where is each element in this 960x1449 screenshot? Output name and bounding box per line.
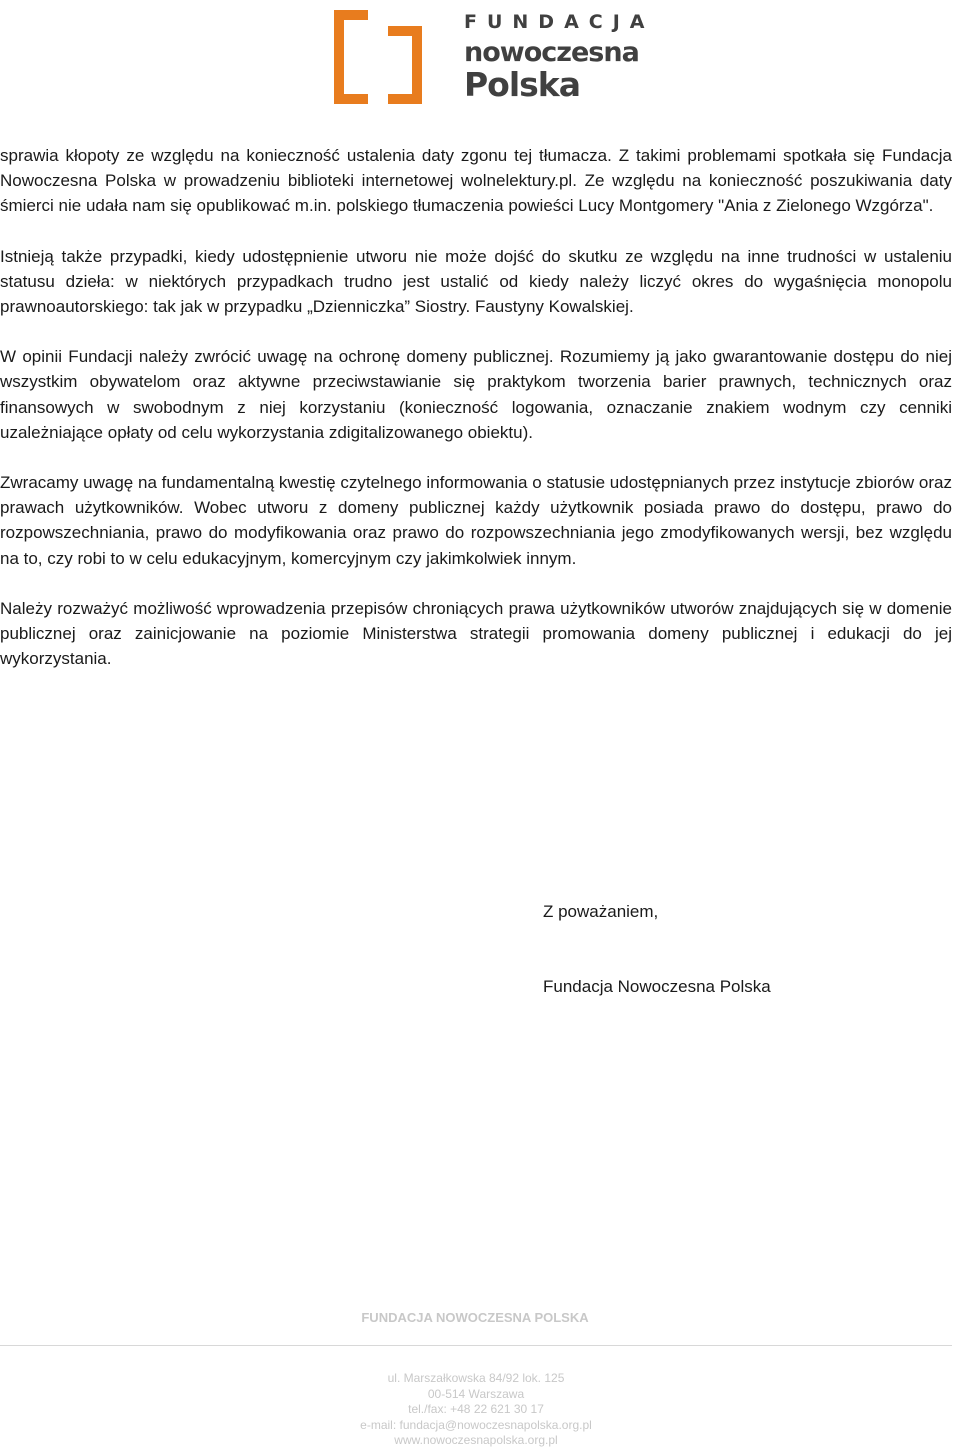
body-paragraph: Zwracamy uwagę na fundamentalną kwestię czytelnego informowania o statusie udostępnianych przez instytucje zbiorów oraz prawach użytkowników. Wobec utworu z domeny publicznej każdy użytkownik posiada prawo do dostępu, prawo do rozpowszechniania, prawo do modyfikowania oraz prawo do rozpowszechniania jego zmodyfikowanych wersji, bez względu na to, czy robi to w celu edukacyjnym, komercyjnym czy jakimkolwiek innym.	[0, 473, 952, 568]
footer-website: www.nowoczesnapolska.org.pl	[394, 1433, 558, 1447]
letter-footer	[0, 1305, 952, 1449]
letter-closing	[543, 899, 771, 999]
footer-divider	[0, 1345, 952, 1346]
footer-email: e-mail: fundacja@nowoczesnapolska.org.pl	[360, 1417, 592, 1432]
logo-bracket-icon	[330, 6, 430, 108]
logo-wordmark	[464, 10, 655, 104]
closing-signature: Fundacja Nowoczesna Polska	[543, 977, 771, 996]
footer-address-street: ul. Marszałkowska 84/92 lok. 125	[387, 1371, 565, 1385]
body-paragraph: sprawia kłopoty ze względu na konieczność ustalenia daty zgonu tej tłumacza. Z takimi problemami spotkała się Fundacja Nowoczesna Polska w prowadzeniu biblioteki internetowej wolnelektury.pl. Ze względu na konieczność poszukiwania daty śmierci nie udała nam się opublikować m.in. polskiego tłumaczenia powieści Lucy Montgomery "Ania z Zielonego Wzgórza".	[0, 146, 952, 216]
logo-nowoczesna-text: nowoczesna	[464, 37, 639, 68]
body-paragraph: Istnieją także przypadki, kiedy udostępnienie utworu nie może dojść do skutku ze względu na inne trudności w ustaleniu statusu dzieła: w niektórych przypadkach trudno jest ustalić od kiedy należy liczyć okres do wygaśnięcia monopolu prawnoautorskiego: tak jak w przypadku „Dzienniczka” Siostry. Faustyny Kowalskiej.	[0, 246, 952, 317]
letter-body	[0, 143, 952, 696]
body-paragraph: Należy rozważyć możliwość wprowadzenia przepisów chroniących prawa użytkowników utworów znajdujących się w domenie publicznej oraz zainicjowanie na poziomie Ministerstwa strategii promowania domeny publicznej i edukacji do jej wykorzystania.	[0, 598, 952, 669]
foundation-logo	[330, 6, 655, 110]
body-paragraph: W opinii Fundacji należy zwrócić uwagę na ochronę domeny publicznej. Rozumiemy ją jako gwarantowanie dostępu do niej wszystkim obywatelom oraz aktywne przeciwstawianie się praktykom tworzenia barier prawnych, technicznych oraz finansowych w swobodnym z niej korzystaniu (konieczność logowania, oznaczanie znakiem wodnym czy cenniki uzależniające opłaty od celu wykorzystania zdigitalizowanego obiektu).	[0, 347, 952, 442]
footer-phone: tel./fax: +48 22 621 30 17	[408, 1402, 544, 1416]
footer-org-name: FUNDACJA NOWOCZESNA POLSKA	[361, 1310, 589, 1325]
footer-address-city: 00-514 Warszawa	[427, 1386, 525, 1401]
logo-polska-text: Polska	[464, 65, 581, 104]
logo-fundacja-text: FUNDACJA	[464, 11, 655, 33]
closing-greeting: Z poważaniem,	[543, 902, 659, 921]
footer-contact	[0, 1371, 952, 1449]
